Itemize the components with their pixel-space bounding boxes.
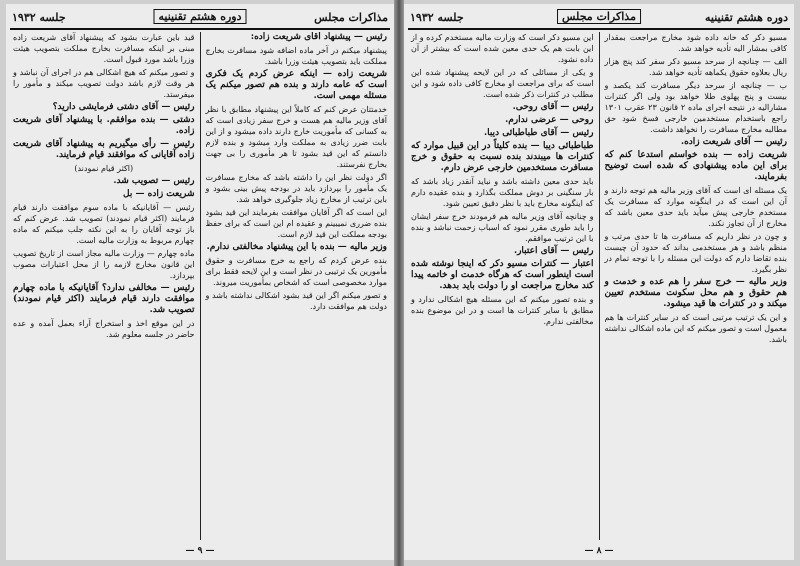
speaker-paragraph: رئیس — پیشنهاد آقای شریعت زاده: xyxy=(250,32,387,42)
column-right xyxy=(602,32,791,540)
header-session: جلسه ۱۹۳۲ xyxy=(12,11,66,24)
speaker-paragraph: رئیس — آقای اعتبار. xyxy=(513,246,594,256)
header-title: مذاکرات مجلس xyxy=(314,11,388,24)
page-number: — ۹ — xyxy=(185,546,215,556)
page-number: — ۸ — xyxy=(584,546,614,556)
text-paragraph: اگر دولت نظر این را داشته باشد که مخارج مسافرت یک مأمور را بپردازد باید در بودجه پیش بینی بشود و باین ترتیب از مخارج زیاد جلوگیری خواهد شد. xyxy=(205,173,387,204)
text-paragraph: الف — چنانچه از سرحد مسیو دکر سفر کند پنج هزار ریال بعلاوه حقوق یکماهه تأدیه خواهد شد. xyxy=(604,57,787,77)
right-page xyxy=(404,4,794,560)
column-left xyxy=(408,32,597,540)
speaker-paragraph: شریعت زاده — بل xyxy=(123,189,195,199)
text-paragraph: و این یک ترتیب مرتبی است که در سایر کنترات ها هم معمول است و تصور میکنم که این ماده اشکالی نداشته باشد. xyxy=(604,313,787,344)
header-session: جلسه ۱۹۳۲ xyxy=(410,11,464,24)
speaker-paragraph: رئیس — مخالفی ندارد؟ آقایانیکه با ماده چهارم موافقت دارند قیام فرمایند (اکثر قیام نمودند) تصویب شد. xyxy=(13,283,195,315)
header-term: دوره هشتم تقنینیه xyxy=(705,11,788,24)
speaker-paragraph: رئیس — آقای طباطبائی دیبا. xyxy=(483,128,594,138)
text-paragraph: قید باین عبارت بشود که پیشنهاد آقای شریعت زاده مبنی بر اینکه مسافرت بخارج مملکت بتصویب هیئت وزرا باشد مورد قبول است. xyxy=(13,33,195,64)
speaker-paragraph: رئیس — آقای روحی. xyxy=(512,102,594,112)
text-paragraph: رئیس — آقایانیکه با ماده سوم موافقت دارند قیام فرمایند (اکثر قیام نمودند) تصویب شد. عرض کنم که باز توجه آقایان را به این نکته جلب میکنم که ماده چهارم مربوط به وزارت مالیه است. xyxy=(13,203,195,245)
speaker-paragraph: رئیس — تصویب شد. xyxy=(113,176,195,186)
text-paragraph: این است که اگر آقایان موافقت بفرمایند این قید بشود بنده ضرری نمیبینم و عقیده ام این است که برای حفظ بودجه مملکت این قید لازم است. xyxy=(205,208,387,239)
text-paragraph: این مسیو دکر است که وزارت مالیه مستخدم کرده و از این بابت هم یک حدی معین شده است که بیشتر از آن داده نشود. xyxy=(411,33,594,64)
speaker-paragraph: رئیس — آقای دشتی فرمایشی دارید؟ xyxy=(52,102,195,112)
column-divider xyxy=(599,32,600,540)
text-paragraph: یک مسئله ای است که آقای وزیر مالیه هم توجه دارند و آن این است که در اینگونه موارد که مسافرت یک مستخدم خارجی پیش میآید باید حدی معین باشد که مخارج از آن تجاوز نکند. xyxy=(604,186,787,228)
text-paragraph: و تصور میکنم اگر این قید بشود اشکالی نداشته باشد و دولت هم موافقت دارد. xyxy=(205,291,387,311)
page-header xyxy=(10,8,390,30)
text-paragraph: و چون در نظر داریم که مسافرت ها تا حدی مرتب و منظم باشد و هر مستخدمی بداند که حدود آن چیست بنده تقاضا دارم که دولت این مسئله را با توجه تمام در نظر بگیرد. xyxy=(604,232,787,274)
column-left xyxy=(10,32,198,540)
text-paragraph: و چنانچه آقای وزیر مالیه هم فرمودند خرج سفر ایشان را باید طوری مقرر نمود که اسباب زحمت نباشد و بنده با این ترتیب موافقم. xyxy=(411,212,594,243)
text-paragraph: ماده چهارم — وزارت مالیه مجاز است از تاریخ تصویب این قانون مخارج لازمه را از محل اعتبارات مصوب بپردازد. xyxy=(13,249,195,280)
speaker-paragraph: طباطبائی دیبا — بنده کلیتاً در این قبیل موارد که کنترات ها میبندند بنده نسبت به حقوق و خرج مسافرت مستخدمین خارجی عرض دارم. xyxy=(411,141,594,173)
text-paragraph: خدمتتان عرض کنم که کاملاً این پیشنهاد مطابق با نظر آقای وزیر مالیه هم هست و خرج سفر زیادی است که به کسانی که مأموریت خارج دارند داده میشود و از این بابت ضرر زیادی به مملکت وارد میشود و بنده لازم دانستم که این قید بشود تا هر مأموری را بی جهت بخارج نفرستند. xyxy=(205,105,387,169)
speaker-paragraph: اعتبار — کنترات مسیو دکر که اینجا نوشته شده است اینطور است که هرگاه خدمت او خاتمه پیدا کند مخارج مراجعت او را دولت باید بدهد. xyxy=(411,259,594,291)
text-paragraph: و یکی از مسائلی که در این لایحه پیشنهاد شده این است که برای مراجعت او مخارج کافی داده شود و این مطلب در کنترات ذکر شده است. xyxy=(411,68,594,99)
speaker-paragraph: دشتی — بنده موافقم. با پیشنهاد آقای شریعت زاده. xyxy=(13,115,195,136)
text-paragraph: بنده عرض کردم که راجع به خرج مسافرت و حقوق مأمورین یک ترتیبی در نظر است و این لایحه فقط برای موارد مخصوصی است که اشخاص بمأموریت میروند. xyxy=(205,256,387,287)
text-paragraph: باید حدی معین داشته باشد و نباید آنقدر زیاد باشد که بار سنگینی بر دوش مملکت بگذارد و بنده عقیده دارم که اینگونه مخارج باید با نظر دقیق تعیین شود. xyxy=(411,177,594,208)
text-paragraph: و بنده تصور میکنم که این مسئله هیچ اشکالی ندارد و مطابق با سایر کنترات ها است و در این موضوع بنده مخالفتی ندارم. xyxy=(411,295,594,326)
book-spine xyxy=(394,0,404,566)
speaker-paragraph: شریعت زاده — اینکه عرض کردم یک فکری است که عامه دارند و بنده هم تصور میکنم یک مسئله مهمی است. xyxy=(205,69,387,101)
header-term: دوره هشتم تقنینیه xyxy=(154,9,247,24)
column-divider xyxy=(200,32,201,540)
speaker-paragraph: رئیس — رأی میگیریم به پیشنهاد آقای شریعت زاده آقایانی که موافقند قیام فرمایند. xyxy=(13,139,195,160)
column-right xyxy=(203,32,391,540)
text-columns xyxy=(408,32,790,540)
speaker-paragraph: رئیس — آقای شریعت زاده. xyxy=(680,137,787,147)
left-page xyxy=(6,4,394,560)
speaker-paragraph: وزیر مالیه — خرج سفر را هم عده و خدمت و هم حقوق و هم محل سکونت مستخدم تعیین میکند و در کنترات ها قید میشود. xyxy=(604,277,787,309)
page-header xyxy=(408,8,790,30)
text-paragraph: پیشنهاد میکنم در آخر ماده اضافه شود مسافرت بخارج مملکت باید بتصویب هیئت وزرا باشد. xyxy=(205,46,387,66)
text-paragraph: مسیو دکر که خانه داده شود مخارج مراجعت بمقدار کافی بمشار الیه تأدیه خواهد شد. xyxy=(604,33,787,53)
speaker-paragraph: روحی — عرضی ندارم. xyxy=(505,115,594,125)
text-paragraph: در این موقع اخذ و استخراج آراء بعمل آمده و عده حاضر در جلسه معلوم شد. xyxy=(13,319,195,339)
speaker-paragraph: وزیر مالیه — بنده با این پیشنهاد مخالفتی ندارم. xyxy=(206,242,387,252)
text-paragraph: ب — چنانچه از سرحد دیگر مسافرت کند یکصد و بیست و پنج پهلوی طلا خواهد بود ولی اگر کنترات مشارالیه در نتیجه اجرای ماده ۲ قانون ۲۳ عقرب ۱۳۰۱ راجع باستخدام مستخدمین خارجی فسخ شود حق مطالبه مخارج مسافرت را نخواهد داشت. xyxy=(604,81,787,134)
speaker-paragraph: شریعت زاده — بنده خواستم استدعا کنم که برای این ماده پیشنهادی که شده است توضیح بفرمایند. xyxy=(604,150,787,182)
text-paragraph: و تصور میکنم که هیچ اشکالی هم در اجرای آن نباشد و هر وقت لازم باشد دولت تصویب میکند و مأمور را میفرستد. xyxy=(13,68,195,99)
header-title: مذاکرات مجلس xyxy=(557,9,641,24)
text-paragraph: (اکثر قیام نمودند) xyxy=(74,164,134,173)
text-columns xyxy=(10,32,390,540)
